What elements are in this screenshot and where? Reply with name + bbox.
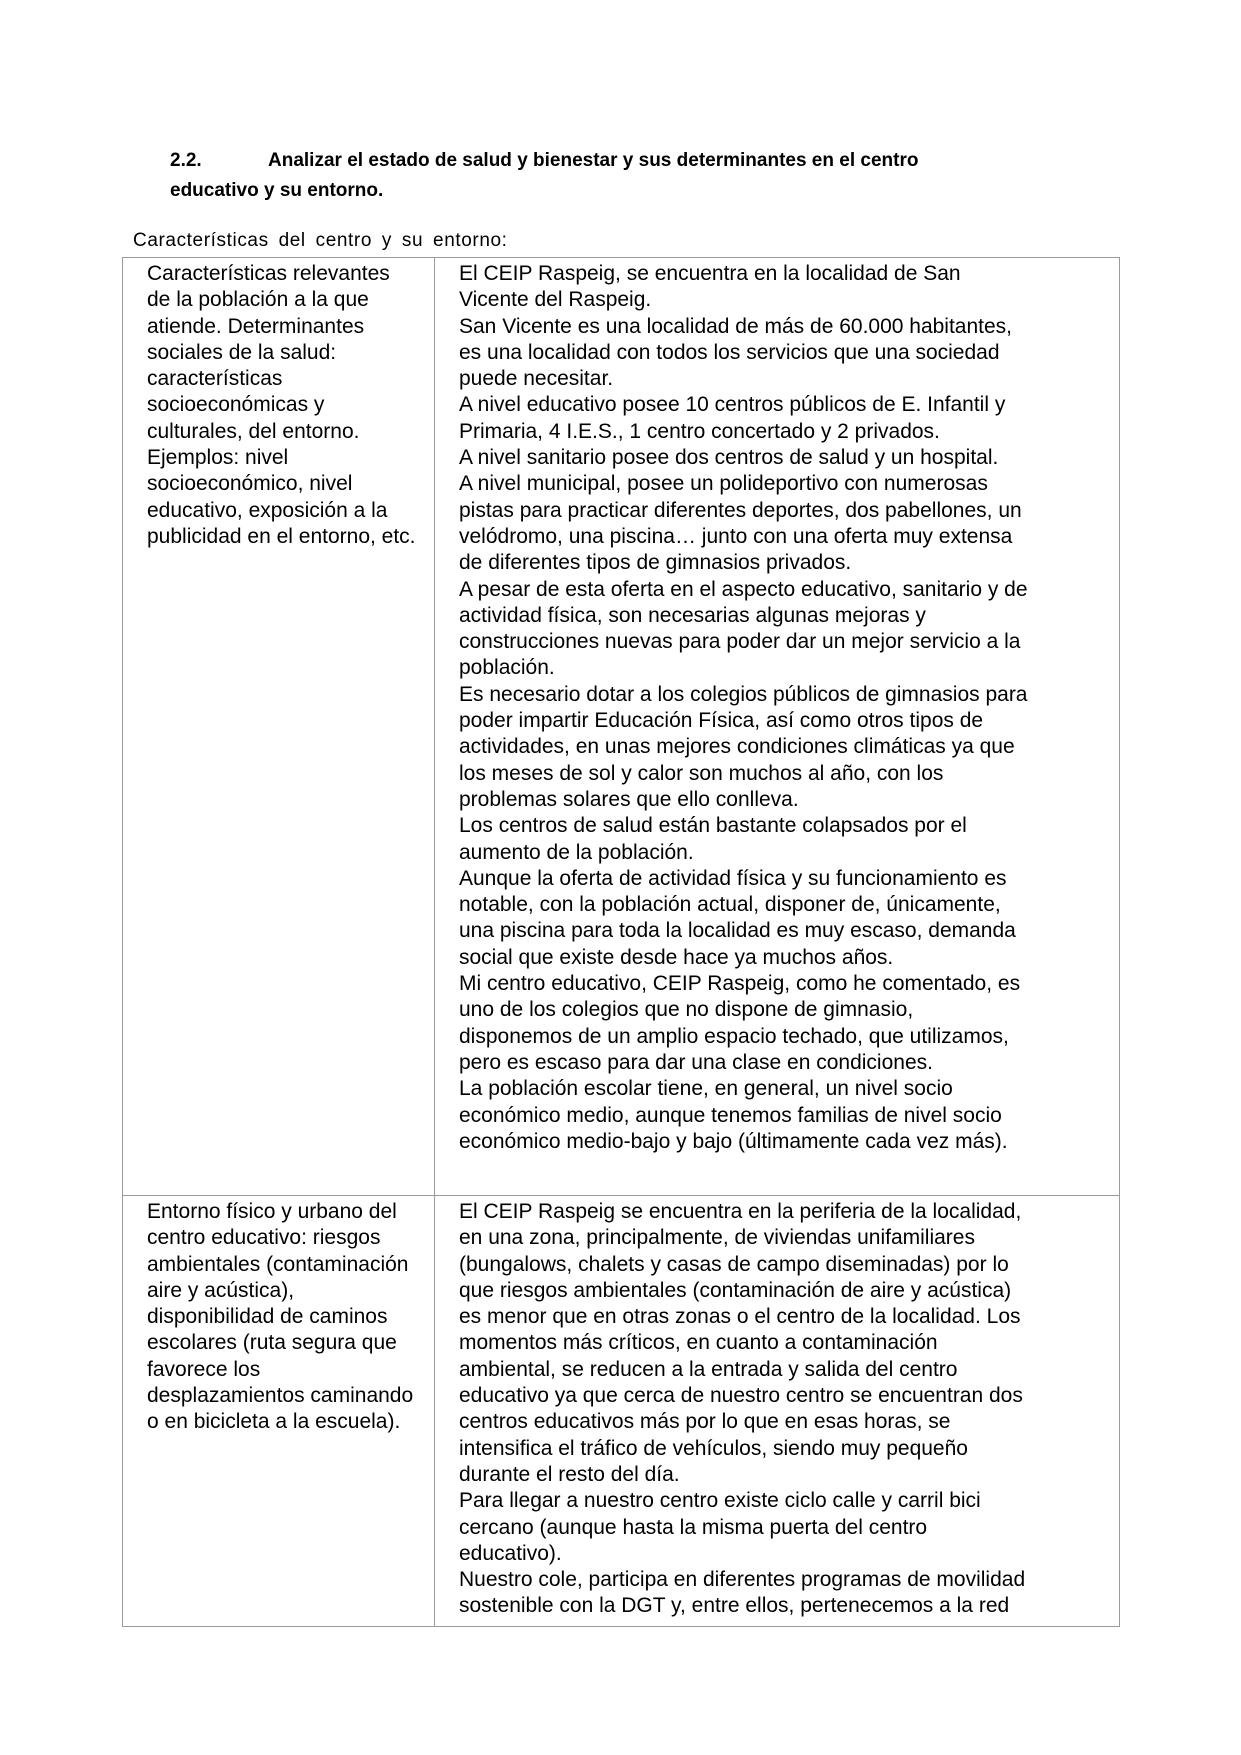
row-content-population: El CEIP Raspeig, se encuentra en la localidad de San Vicente del Raspeig. San Vicente es una localidad de más de 60.000 habitantes, es una localidad con todos los servicios que una sociedad puede necesitar. A nivel educativo posee 10 centros públicos de E. Infantil y Primaria, 4 I.E.S., 1 centro concertado y 2 privados. A nivel sanitario posee dos centros de salud y un hospital. A nivel municipal, posee un polideportivo con numerosas pistas para practicar diferentes deportes, dos pabellones, un velódromo, una piscina… junto con una oferta muy extensa de diferentes tipos de gimnasios privados. A pesar de esta oferta en el aspecto educativo, sanitario y de actividad física, son necesarias algunas mejoras y construcciones nuevas para poder dar un mejor servicio a la población. Es necesario dotar a los colegios públicos de gimnasios para poder impartir Educación Física, así como otros tipos de actividades, en unas mejores condiciones climáticas ya que los meses de sol y calor son muchos al año, con los problemas solares que ello conlleva. Los centros de salud están bastante colapsados por el aumento de la población. Aunque la oferta de actividad física y su funcionamiento es notable, con la población actual, disponer de, únicamente, una piscina para toda la localidad es muy escaso, demanda social que existe desde hace ya muchos años. Mi centro educativo, CEIP Raspeig, como he comentado, es uno de los colegios que no dispone de gimnasio, disponemos de un amplio espacio techado, que utilizamos, pero es escaso para dar una clase en condiciones. La población escolar tiene, en general, un nivel socio económico medio, aunque tenemos familias de nivel socio económico medio-bajo y bajo (últimamente cada vez más). [435, 258, 1120, 1196]
row-label-environment: Entorno físico y urbano del centro educativo: riesgos ambientales (contaminación aire y acústica), disponibilidad de caminos escolares (ruta segura que favorece los desplazamientos caminando o en bicicleta a la escuela). [123, 1196, 435, 1627]
section-title-line2: educativo y su entorno. [170, 180, 384, 201]
row-content-environment: El CEIP Raspeig se encuentra en la periferia de la localidad, en una zona, principalmente, de viviendas unifamiliares (bungalows, chalets y casas de campo diseminadas) por lo que riesgos ambientales (contaminación de aire y acústica) es menor que en otras zonas o el centro de la localidad. Los momentos más críticos, en cuanto a contaminación ambiental, se reducen a la entrada y salida del centro educativo ya que cerca de nuestro centro se encuentran dos centros educativos más por lo que en esas horas, se intensifica el tráfico de vehículos, siendo muy pequeño durante el resto del día. Para llegar a nuestro centro existe ciclo calle y carril bici cercano (aunque hasta la misma puerta del centro educativo). Nuestro cole, participa en diferentes programas de movilidad sostenible con la DGT y, entre ellos, pertenecemos a la red [435, 1196, 1120, 1627]
section-number: 2.2. [170, 150, 202, 171]
table-caption: Características del centro y su entorno: [133, 230, 508, 251]
section-heading [170, 146, 1030, 206]
table-row [123, 1196, 1120, 1627]
row-label-population: Características relevantes de la población a la que atiende. Determinantes sociales de la salud: características socioeconómicas y culturales, del entorno. Ejemplos: nivel socioeconómico, nivel educativo, exposición a la publicidad en el entorno, etc. [123, 258, 435, 1196]
characteristics-table [122, 257, 1120, 1627]
table-row [123, 258, 1120, 1196]
section-title-line1: Analizar el estado de salud y bienestar y sus determinantes en el centro [268, 150, 919, 171]
